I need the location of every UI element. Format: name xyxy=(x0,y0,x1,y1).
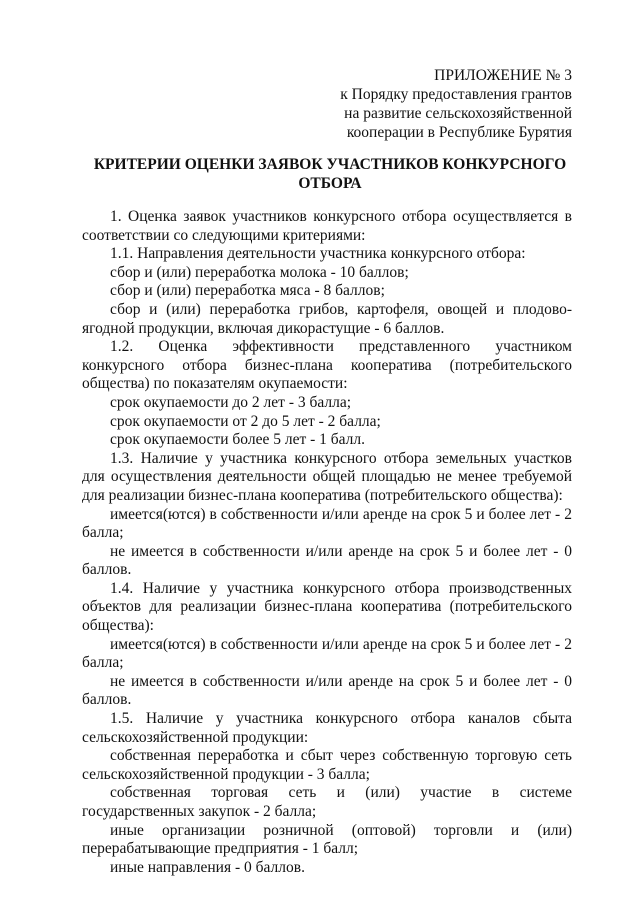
paragraph: иные направления - 0 баллов. xyxy=(110,858,305,876)
appendix-reference-line: на развитие сельскохозяйственной xyxy=(344,105,572,122)
appendix-header xyxy=(340,66,572,142)
paragraph: 1.4. Наличие у участника конкурсного отбора производственных объектов для реализации бизнес-плана кооператива (потребительского общества): xyxy=(82,579,572,635)
paragraph: сбор и (или) переработка молока - 10 баллов; xyxy=(110,263,409,281)
paragraph: не имеется в собственности и/или аренде на срок 5 и более лет - 0 баллов. xyxy=(82,672,572,709)
paragraph: 1.1. Направления деятельности участника конкурсного отбора: xyxy=(110,245,526,263)
paragraph: срок окупаемости до 2 лет - 3 балла; xyxy=(110,393,352,411)
paragraph: срок окупаемости более 5 лет - 1 балл. xyxy=(110,431,366,449)
paragraph: срок окупаемости от 2 до 5 лет - 2 балла; xyxy=(110,412,381,430)
paragraph: 1.5. Наличие у участника конкурсного отбора каналов сбыта сельскохозяйственной продукции: xyxy=(82,710,572,746)
title-line: ОТБОРА xyxy=(298,175,362,192)
appendix-number: ПРИЛОЖЕНИЕ № 3 xyxy=(434,67,572,84)
title-line: КРИТЕРИИ ОЦЕНКИ ЗАЯВОК УЧАСТНИКОВ КОНКУРСНОГО xyxy=(93,156,567,173)
paragraph: 1.2. Оценка эффективности представленного участником конкурсного отбора бизнес-плана кооператива (потребительского общества) по показателям окупаемости: xyxy=(82,338,572,393)
paragraph: 1. Оценка заявок участников конкурсного отбора осуществляется в соответствии со следующими критериями: xyxy=(82,208,572,244)
appendix-reference-line: кооперации в Республике Бурятия xyxy=(346,124,572,141)
paragraph: иные организации розничной (оптовой) торговли и (или) перерабатывающие предприятия - 1 балл; xyxy=(82,821,572,858)
paragraph: 1.3. Наличие у участника конкурсного отбора земельных участков для осуществления деятельности общей площадью не менее требуемой для реализации бизнес-плана кооператива (потребительского общества): xyxy=(82,449,572,504)
paragraph: имеется(ются) в собственности и/или аренде на срок 5 и более лет - 2 балла; xyxy=(82,505,572,542)
paragraph: собственная переработка и сбыт через собственную торговую сеть сельскохозяйственной продукции - 3 балла; xyxy=(82,747,572,783)
document-body xyxy=(82,208,572,877)
paragraph: не имеется в собственности и/или аренде на срок 5 и более лет - 0 баллов. xyxy=(82,542,572,579)
paragraph: имеется(ются) в собственности и/или аренде на срок 5 и более лет - 2 балла; xyxy=(82,635,572,672)
paragraph: сбор и (или) переработка грибов, картофеля, овощей и плодово-ягодной продукции, включая дикорастущие - 6 баллов. xyxy=(82,300,572,337)
appendix-reference-line: к Порядку предоставления грантов xyxy=(340,86,572,103)
document-title xyxy=(82,155,578,193)
paragraph: сбор и (или) переработка мяса - 8 баллов; xyxy=(110,282,385,300)
paragraph: собственная торговая сеть и (или) участие в системе государственных закупок - 2 балла; xyxy=(82,784,572,820)
